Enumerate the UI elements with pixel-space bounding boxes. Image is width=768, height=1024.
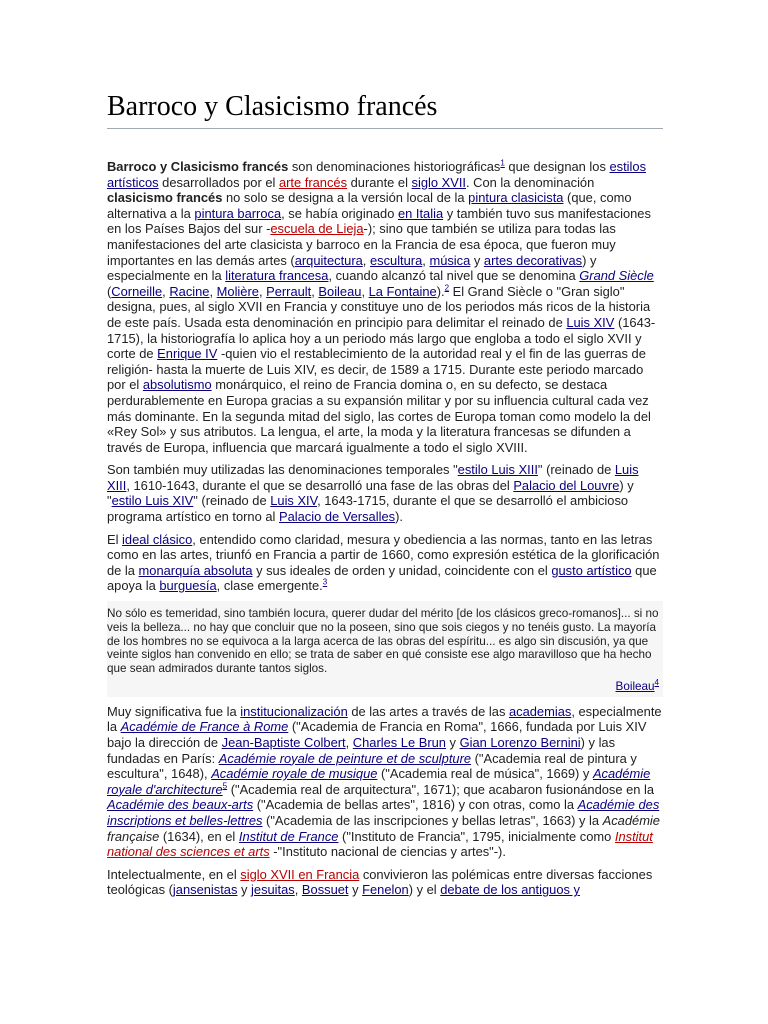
link-academie-des-beaux-arts[interactable]: Académie des beaux-arts bbox=[107, 797, 254, 813]
link-pintura-barroca[interactable]: pintura barroca bbox=[194, 205, 282, 221]
text: , clase emergente. bbox=[216, 578, 323, 594]
link-absolutismo[interactable]: absolutismo bbox=[142, 377, 212, 393]
link-palacio-de-versalles[interactable]: Palacio de Versalles bbox=[278, 509, 396, 525]
bold-term: clasicismo francés bbox=[107, 190, 223, 206]
text: durante el bbox=[347, 174, 412, 190]
quote-text: No sólo es temeridad, sino también locura, querer dudar del mérito [de los clásicos greco-romanos]... si no veis la belleza... no hay que concluir que no la poseen, sino que sois ciegos y no tenéis gusto. La mayoría de los hombres no se equivoca a la larga acerca de las obras del espíritu... es algo sin discusión, ya que veinte siglos han convenido en ello; se trata de saber en qué consiste ese algo maravilloso que ha hecho que sean admirados durante tantos siglos. bbox=[107, 607, 659, 676]
link-institut-national[interactable]: Institut national des sciences et arts bbox=[107, 828, 653, 860]
text: , bbox=[162, 283, 170, 299]
link-academias[interactable]: academias bbox=[508, 703, 572, 719]
text: ) y el bbox=[408, 882, 441, 898]
link-fenelon[interactable]: Fenelon bbox=[362, 882, 409, 898]
text: ). bbox=[436, 283, 445, 299]
text: , bbox=[361, 283, 369, 299]
text: que apoya la bbox=[107, 562, 657, 594]
link-quote-author[interactable]: Boileau bbox=[615, 680, 655, 694]
link-luis-xiv[interactable]: Luis XIV bbox=[566, 314, 615, 330]
text: " (reinado de bbox=[193, 493, 271, 509]
article-title: Barroco y Clasicismo francés bbox=[107, 90, 663, 129]
reference-link[interactable]: 5 bbox=[222, 781, 228, 791]
link-siglo-xvii-en-francia[interactable]: siglo XVII en Francia bbox=[240, 866, 360, 882]
link-institucionalizacion[interactable]: institucionalización bbox=[240, 703, 348, 719]
link-moliere[interactable]: Molière bbox=[216, 283, 259, 299]
link-artes-decorativas[interactable]: artes decorativas bbox=[483, 252, 583, 268]
intellectual-paragraph bbox=[107, 867, 663, 898]
text: ("Academia de las inscripciones y bellas letras", 1663) y la bbox=[262, 812, 603, 828]
text: , cuando alcanzó tal nivel que se denomina bbox=[328, 268, 580, 284]
text: ( bbox=[107, 283, 112, 299]
article bbox=[107, 90, 663, 898]
text: , bbox=[209, 283, 217, 299]
link-jesuitas[interactable]: jesuitas bbox=[251, 882, 295, 898]
text: Muy significativa fue la bbox=[107, 703, 241, 719]
link-la-fontaine[interactable]: La Fontaine bbox=[368, 283, 437, 299]
link-estilo-luis-xiv[interactable]: estilo Luis XIV bbox=[111, 493, 194, 509]
text: ("Instituto de Francia", 1795, inicialmente como bbox=[338, 828, 615, 844]
link-palacio-del-louvre[interactable]: Palacio del Louvre bbox=[513, 477, 620, 493]
text: no solo se designa a la versión local de la bbox=[222, 190, 469, 206]
text: Son también muy utilizadas las denominaciones temporales " bbox=[107, 462, 458, 478]
link-arquitectura[interactable]: arquitectura bbox=[294, 252, 363, 268]
text: , bbox=[362, 252, 370, 268]
text: El Grand Siècle o "Gran siglo" designa, pues, al siglo XVII en Francia y constituye uno de los periodos más ricos de la historia de este país. Usada esta denominación en principio para delimitar el reinado de bbox=[107, 283, 651, 330]
text: convivieron las polémicas entre diversas facciones teológicas ( bbox=[107, 866, 653, 898]
text: monárquico, el reino de Francia domina o, en su defecto, se destaca perdurablemente en Europa gracias a su expansión militar y por su influencia cultural cada vez más dominante. En la segunda mitad del siglo, las cortes de Europa toman como modelo la del «Rey Sol» y sus atributos. La lengua, el arte, la moda y la literatura francesas se difunden a través de Europa, influencia que marcará igualmente a todo el siglo XVIII. bbox=[107, 377, 651, 455]
text: son denominaciones historiográficas bbox=[288, 159, 501, 174]
link-racine[interactable]: Racine bbox=[169, 283, 210, 299]
text: y también tuvo sus manifestaciones en los Países Bajos del sur - bbox=[107, 205, 651, 237]
text: , bbox=[311, 283, 319, 299]
text: desarrollados por el bbox=[158, 174, 279, 190]
ideal-paragraph bbox=[107, 532, 663, 594]
reference-link[interactable]: 3 bbox=[322, 578, 328, 588]
link-gian-lorenzo-bernini[interactable]: Gian Lorenzo Bernini bbox=[459, 735, 581, 750]
text: (que, como alternativa a la bbox=[107, 190, 632, 221]
text: -); sino que también se utiliza para todas las manifestaciones del arte clasicista y barroco en la Francia de esa época, que fueron muy importantes en las demás artes ( bbox=[107, 221, 616, 268]
text: ("Academia de bellas artes", 1816) y con otras, como la bbox=[253, 797, 578, 813]
text: de las artes a través de las bbox=[347, 703, 509, 719]
text: , 1610-1643, durante el que se desarrolló una fase de las obras del bbox=[126, 477, 514, 493]
link-perrault[interactable]: Perrault bbox=[266, 283, 312, 299]
link-burguesia[interactable]: burguesía bbox=[159, 578, 217, 594]
italic-term: Académie française bbox=[107, 812, 660, 844]
reference-link[interactable]: 4 bbox=[654, 678, 659, 688]
text: que designan los bbox=[504, 159, 610, 174]
text: -"Instituto nacional de ciencias y artes"-). bbox=[269, 844, 506, 860]
link-charles-le-brun[interactable]: Charles Le Brun bbox=[352, 735, 446, 750]
text: y sus ideales de orden y unidad, coincidente con el bbox=[252, 562, 552, 578]
link-literatura-francesa[interactable]: literatura francesa bbox=[225, 268, 329, 284]
text: ("Academia de Francia en Roma", 1666, fundada por Luis XIV bajo la dirección de bbox=[107, 719, 647, 750]
link-escultura[interactable]: escultura bbox=[369, 252, 423, 268]
link-academie-royale-peinture[interactable]: Académie royale de peinture et de sculpture bbox=[218, 750, 472, 766]
link-academie-royale-architecture[interactable]: Académie royale d'architecture bbox=[107, 766, 651, 797]
link-debate-antiguos[interactable]: debate de los antiguos y bbox=[440, 882, 580, 898]
link-jean-baptiste-colbert[interactable]: Jean-Baptiste Colbert bbox=[221, 735, 346, 750]
text: , 1643-1715, durante el que se desarrolló el ambicioso programa artístico en torno al bbox=[107, 493, 629, 525]
text: y bbox=[470, 252, 484, 268]
link-estilo-luis-xiii[interactable]: estilo Luis XIII bbox=[457, 462, 538, 478]
link-arte-frances[interactable]: arte francés bbox=[278, 174, 348, 190]
text: , bbox=[422, 252, 430, 268]
bold-term: Barroco y Clasicismo francés bbox=[107, 159, 289, 174]
link-gusto-artistico[interactable]: gusto artístico bbox=[551, 562, 632, 578]
link-institut-de-france[interactable]: Institut de France bbox=[238, 828, 339, 844]
text: , se había originado bbox=[281, 205, 398, 221]
text: ) y " bbox=[107, 477, 634, 509]
link-en-italia[interactable]: en Italia bbox=[397, 205, 444, 221]
blockquote bbox=[107, 601, 663, 697]
text: ("Academia real de música", 1669) y bbox=[377, 766, 593, 782]
text: (1634), en el bbox=[159, 828, 239, 844]
text: (1643-1715), la historiografía lo aplica hoy a un periodo más largo que engloba a todo el siglo XVII y corte de bbox=[107, 314, 656, 362]
text: , bbox=[345, 735, 353, 750]
link-luis-xiv[interactable]: Luis XIV bbox=[270, 493, 318, 509]
academies-paragraph bbox=[107, 704, 663, 860]
link-pintura-clasicista[interactable]: pintura clasicista bbox=[468, 190, 564, 206]
link-ideal-clasico[interactable]: ideal clásico bbox=[122, 531, 193, 547]
link-siglo-xvii[interactable]: siglo XVII bbox=[411, 174, 466, 190]
link-bossuet[interactable]: Bossuet bbox=[301, 882, 349, 898]
text: El bbox=[107, 531, 123, 547]
text: ) y las fundadas en París: bbox=[107, 735, 616, 766]
text: , bbox=[258, 283, 267, 299]
text: y bbox=[445, 735, 460, 750]
text: , especialmente la bbox=[107, 703, 662, 735]
text: ) y especialmente en la bbox=[107, 252, 597, 284]
link-jansenistas[interactable]: jansenistas bbox=[172, 882, 238, 898]
text: y bbox=[348, 882, 363, 898]
link-escuela-de-lieja[interactable]: escuela de Lieja bbox=[270, 221, 364, 237]
reference-link[interactable]: 1 bbox=[500, 158, 505, 168]
link-enrique-iv[interactable]: Enrique IV bbox=[157, 346, 218, 362]
link-academie-de-france-a-rome[interactable]: Académie de France à Rome bbox=[120, 719, 289, 735]
text: . Con la denominación bbox=[466, 174, 595, 190]
reference-link[interactable]: 2 bbox=[444, 283, 450, 293]
link-musica[interactable]: música bbox=[429, 252, 471, 268]
link-luis-xiii[interactable]: Luis XIII bbox=[107, 462, 639, 493]
intro-paragraph bbox=[107, 159, 663, 455]
link-grand-siecle[interactable]: Grand Siècle bbox=[579, 268, 654, 284]
text: -quien vio el restablecimiento de la autoridad real y el fin de las guerras de religión- hasta la muerte de Luis XIV, es decir, de 1589 a 1715. Durante este periodo marcado por el bbox=[107, 346, 646, 393]
text: , bbox=[294, 882, 302, 898]
link-academie-des-inscriptions[interactable]: Académie des inscriptions et belles-lettres bbox=[107, 797, 660, 828]
text: y bbox=[237, 882, 252, 898]
link-academie-royale-musique[interactable]: Académie royale de musique bbox=[211, 766, 378, 782]
text: " (reinado de bbox=[537, 462, 615, 478]
link-boileau[interactable]: Boileau bbox=[318, 283, 362, 299]
link-estilos-artisticos[interactable]: estilos artísticos bbox=[107, 159, 647, 190]
text: ). bbox=[395, 509, 403, 525]
link-corneille[interactable]: Corneille bbox=[111, 283, 163, 299]
styles-paragraph bbox=[107, 462, 663, 524]
text: , entendido como claridad, mesura y obediencia a las normas, tanto en las letras como en las artes, triunfó en Francia a partir de 1660, como expresión estética de la glorificación de la bbox=[107, 531, 660, 578]
link-monarquia-absoluta[interactable]: monarquía absoluta bbox=[138, 562, 253, 578]
text: ("Academia real de pintura y escultura", 1648), bbox=[107, 750, 637, 782]
quote-source bbox=[107, 680, 659, 694]
text: ("Academia real de arquitectura", 1671); que acabaron fusionándose en la bbox=[227, 781, 655, 797]
text: Intelectualmente, en el bbox=[107, 866, 241, 882]
